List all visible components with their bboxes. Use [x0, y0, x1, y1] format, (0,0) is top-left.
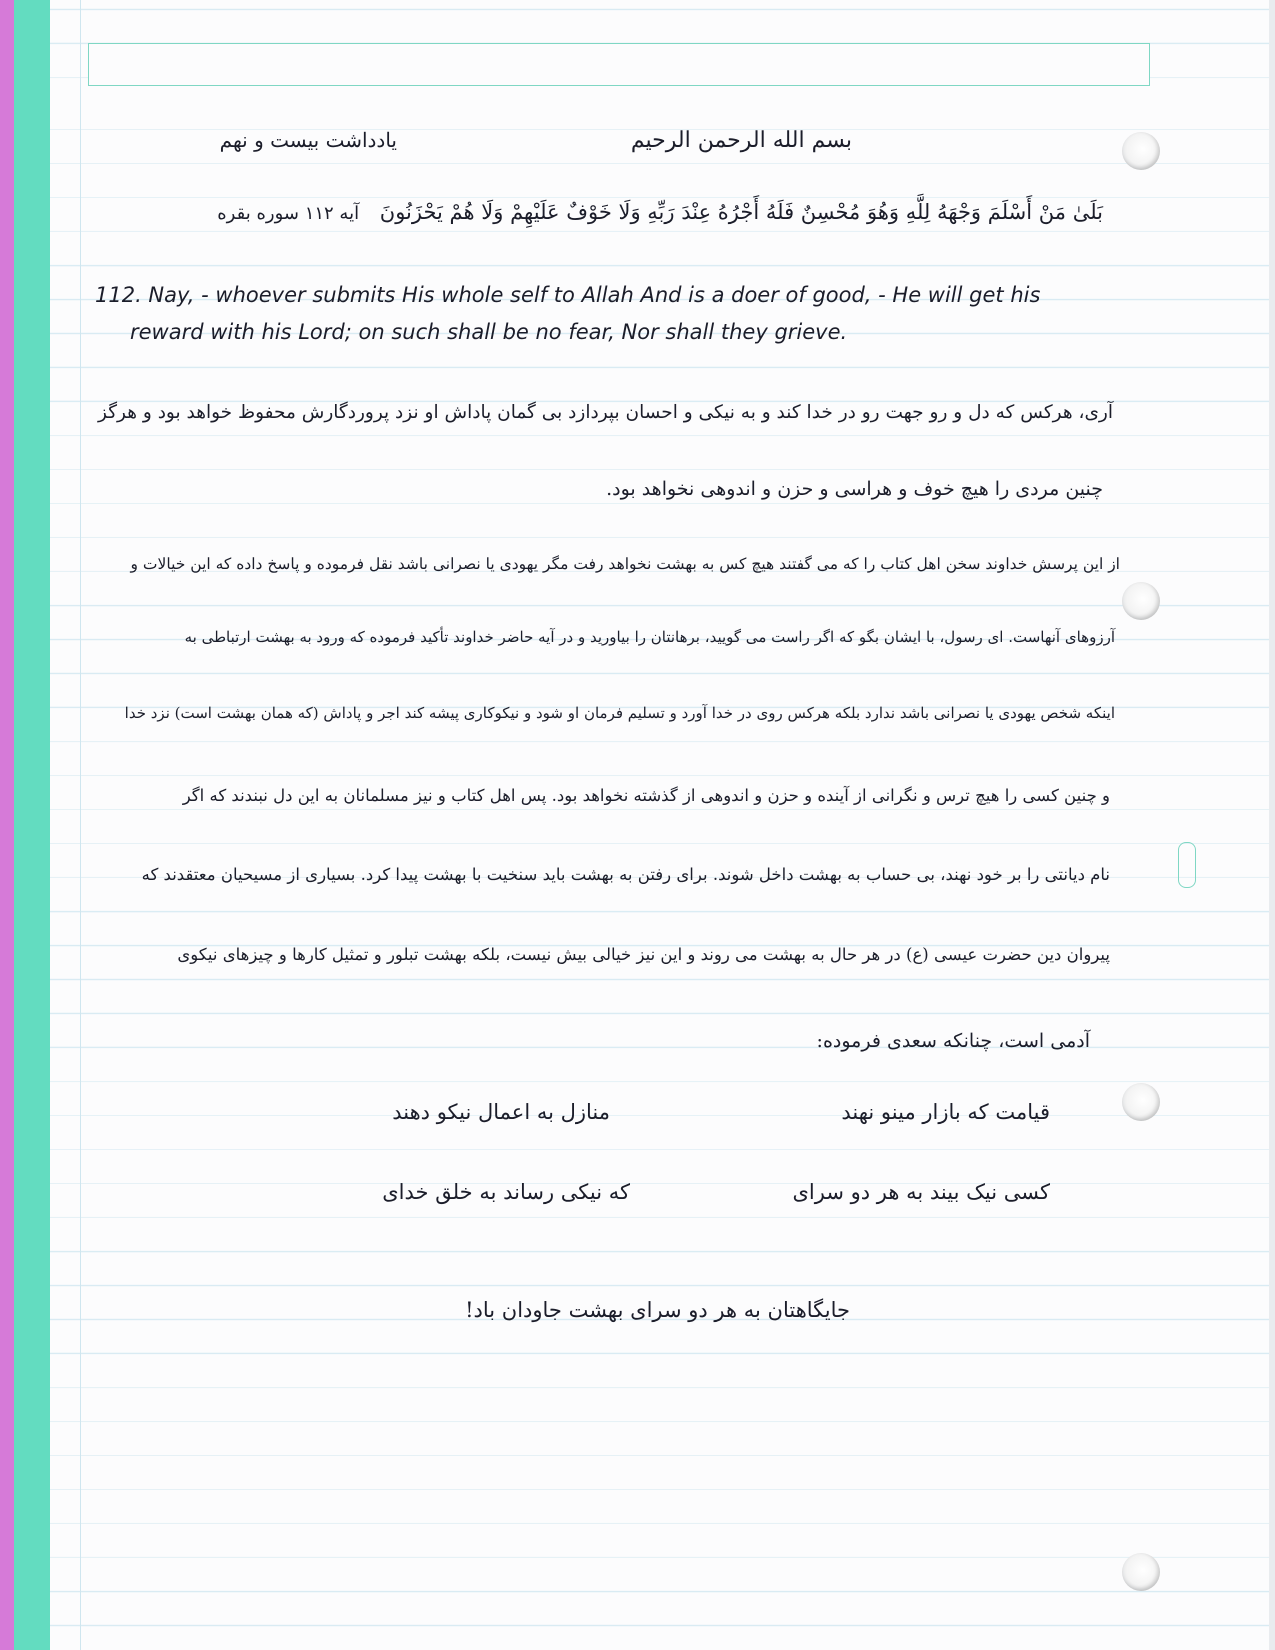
margin-stamp	[1178, 842, 1196, 888]
page-edge-pink	[0, 0, 14, 1650]
paragraph-line: آری، هرکس که دل و رو جهت رو در خدا کند و به نیکی و احسان بپردازد بی گمان پاداش او نزد پروردگارش محفوظ خواهد بود و هرگز	[98, 402, 1113, 423]
binder-hole	[1122, 132, 1160, 170]
poem-verse-left: منازل به اعمال نیکو دهند	[392, 1100, 610, 1124]
paragraph-line: از این پرسش خداوند سخن اهل کتاب را که می گفتند هیچ کس به بهشت نخواهد رفت مگر یهودی یا نصرانی باشد نقل فرموده و پاسخ داده که این خیالات و	[130, 555, 1120, 573]
binder-hole	[1122, 1553, 1160, 1591]
paragraph-line: آرزوهای آنهاست. ای رسول، با ایشان بگو که اگر راست می گویید، برهانتان را بیاورید و در آیه حاضر خداوند تأکید فرموده که ورود به بهشت ارتباطی به	[184, 628, 1115, 646]
page-edge-right	[1269, 0, 1275, 1650]
verse-reference: آیه ۱۱۲ سوره بقره	[217, 203, 360, 224]
english-translation-line2: reward with his Lord; on such shall be no fear, Nor shall they grieve.	[130, 320, 848, 344]
verse-text: بَلَىٰ مَنْ أَسْلَمَ وَجْهَهُ لِلَّهِ وَهُوَ مُحْسِنٌ فَلَهُ أَجْرُهُ عِنْدَ رَبِّهِ وَلَا خَوْفٌ عَلَيْهِمْ وَلَا هُمْ يَحْزَنُونَ	[379, 200, 1103, 224]
binder-hole	[1122, 1083, 1160, 1121]
poem-verse-right: قیامت که بازار مینو نهند	[841, 1100, 1050, 1124]
arabic-verse	[217, 200, 1103, 224]
paragraph-line: پیروان دین حضرت عیسی (ع) در هر حال به بهشت می روند و این نیز خیالی بیش نیست، بلکه بهشت تبلور و تمثیل کارها و چیزهای نیکوی	[177, 945, 1110, 964]
margin-line	[80, 0, 81, 1650]
poem-verse-left: که نیکی رساند به خلق خدای	[382, 1180, 630, 1204]
binder-hole	[1122, 582, 1160, 620]
paragraph-line: اینکه شخص یهودی یا نصرانی باشد ندارد بلکه هرکس روی در خدا آورد و تسلیم فرمان او شود و نیکوکاری پیشه کند اجر و پاداش (که همان بهشت است) نزد خدا	[124, 704, 1115, 722]
poem-verse-right: کسی نیک بیند به هر دو سرای	[792, 1180, 1050, 1204]
page-edge-teal	[14, 0, 50, 1650]
basmala: بسم الله الرحمن الرحیم	[630, 128, 852, 153]
note-title: یادداشت بیست و نهم	[219, 128, 397, 152]
closing-line: جایگاهتان به هر دو سرای بهشت جاودان باد!	[465, 1298, 850, 1322]
english-translation-line1: 112. Nay, - whoever submits His whole self to Allah And is a doer of good, - He will get his	[95, 283, 1041, 307]
paragraph-line: و چنین کسی را هیچ ترس و نگرانی از آینده و حزن و اندوهی از گذشته نخواهد بود. پس اهل کتاب و نیز مسلمانان به این دل نبندند که اگر	[182, 786, 1110, 805]
paragraph-line: چنین مردی را هیچ خوف و هراسی و حزن و اندوهی نخواهد بود.	[606, 478, 1103, 500]
paragraph-line: نام دیانتی را بر خود نهند، بی حساب به بهشت داخل شوند. برای رفتن به بهشت باید سنخیت با بهشت پیدا کرد. بسیاری از مسیحیان معتقدند که	[141, 865, 1110, 884]
header-box	[88, 43, 1150, 86]
notebook-page	[50, 0, 1269, 1650]
paragraph-line: آدمی است، چنانکه سعدی فرموده:	[816, 1030, 1090, 1052]
